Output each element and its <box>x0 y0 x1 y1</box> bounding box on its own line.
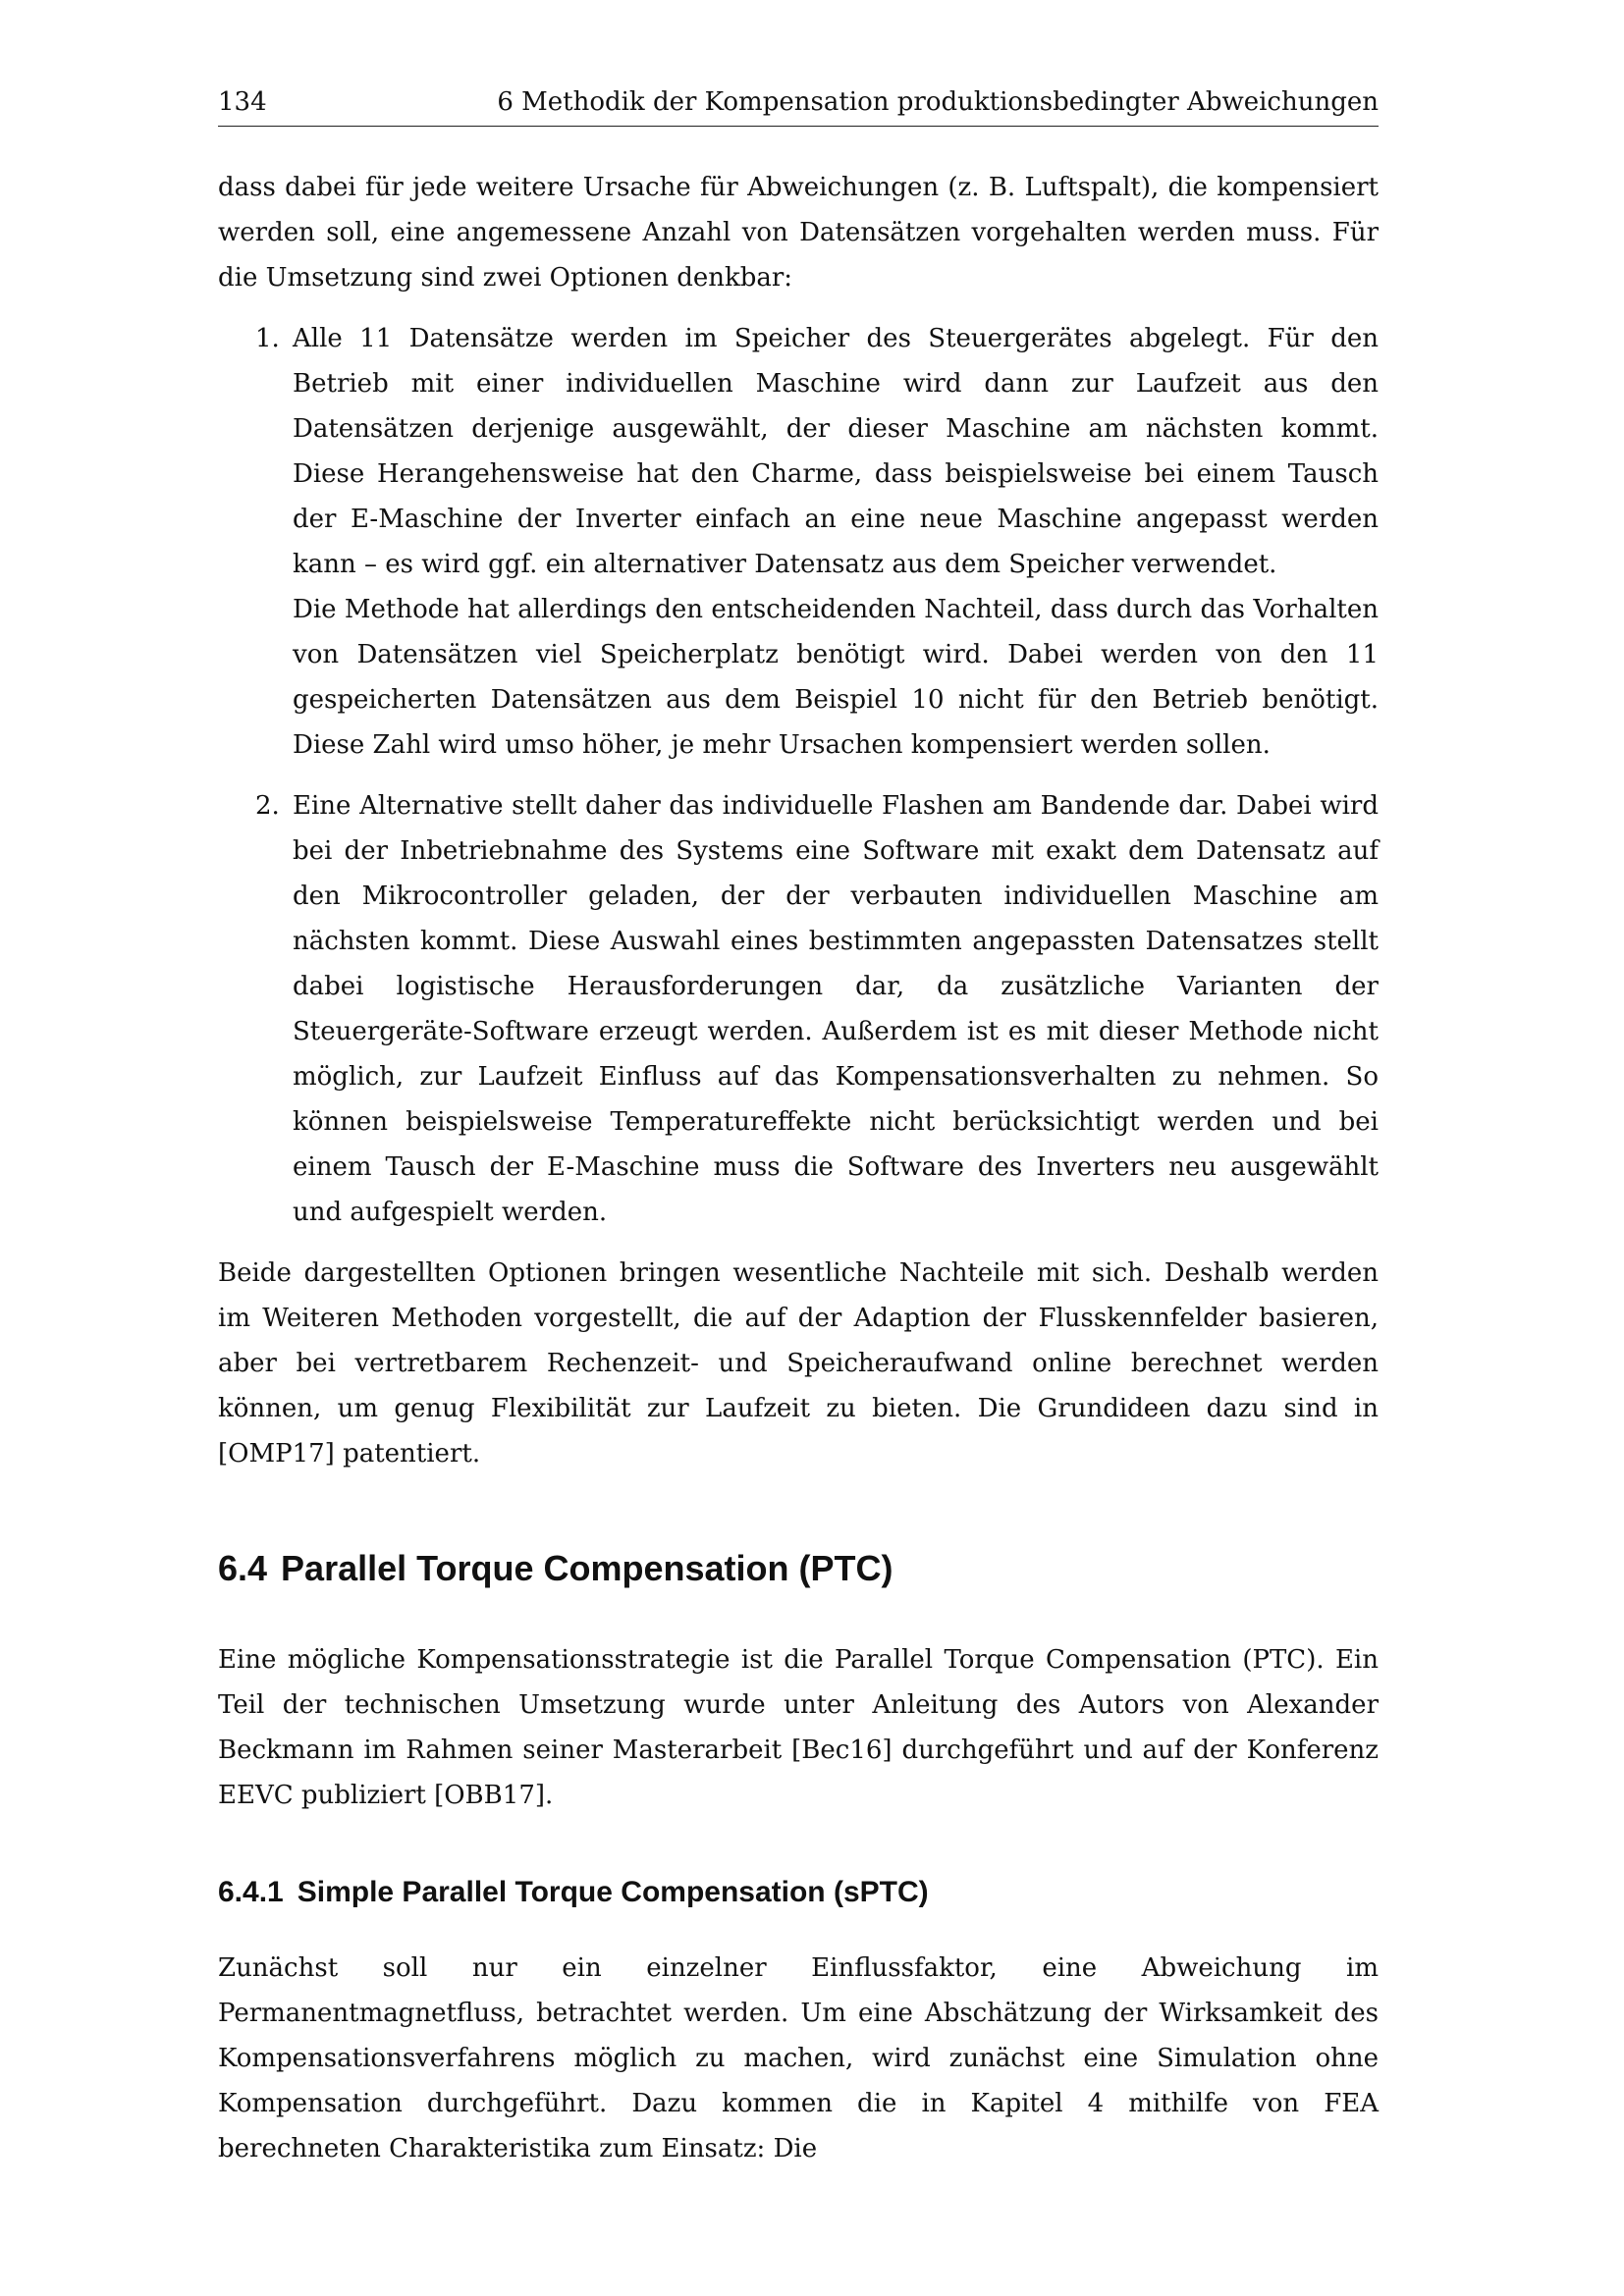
section-paragraph: Eine mögliche Kompensationsstrategie ist die Parallel Torque Compensation (PTC). Ein Teil der technischen Umsetzung wurde unter Anleitung des Autors von Alexander Beckmann im Rahmen seiner Masterarbeit [Bec16] durchgeführt und auf der Konferenz EEVC publiziert [OBB17]. <box>218 1645 1379 1810</box>
subsection-number: 6.4.1 <box>218 1876 284 1908</box>
subsection-paragraph: Zunächst soll nur ein einzelner Einflussfaktor, eine Abweichung im Permanentmagnetfluss, betrachtet werden. Um eine Abschätzung der Wirksamkeit des Kompensationsverfahrens möglich zu machen, wird zunächst eine Simulation ohne Kompensation durchgeführt. Dazu kommen die in Kapitel 4 mithilfe von FEA berechneten Charakteristika zum Einsatz: Die <box>218 1953 1379 2163</box>
document-page <box>218 0 1379 2296</box>
list-item-continuation: Die Methode hat allerdings den entscheidenden Nachteil, dass durch das Vorhalten von Datensätzen viel Speicherplatz benötigt wird. Dabei werden von den 11 gespeicherten Datensätzen aus dem Beispiel 10 nicht für den Betrieb benötigt. Diese Zahl wird umso höher, je mehr Ursachen kompensiert werden sollen. <box>293 595 1379 760</box>
page-number: 134 <box>218 87 267 117</box>
intro-paragraph: dass dabei für jede weitere Ursache für Abweichungen (z. B. Luftspalt), die kompensiert werden soll, eine angemessene Anzahl von Datensätzen vorgehalten werden muss. Für die Umsetzung sind zwei Optionen denkbar: <box>218 173 1379 293</box>
list-item-number: 2. <box>255 791 280 821</box>
summary-paragraph: Beide dargestellten Optionen bringen wesentliche Nachteile mit sich. Deshalb werden im Weiteren Methoden vorgestellt, die auf der Adaption der Flusskennfelder basieren, aber bei vertretbarem Rechenzeit- und Speicheraufwand online berechnet werden können, um genug Flexibilität zur Laufzeit zu bieten. Die Grundideen dazu sind in [OMP17] patentiert. <box>218 1258 1379 1468</box>
list-item <box>255 783 1379 1235</box>
running-header <box>218 82 1379 127</box>
subsection-heading <box>218 1873 1379 1912</box>
body-text <box>218 165 1379 2171</box>
chapter-title: 6 Methodik der Kompensation produktionsbedingter Abweichungen <box>497 87 1379 117</box>
list-item-number: 1. <box>255 324 280 353</box>
subsection-title: Simple Parallel Torque Compensation (sPTC) <box>297 1876 929 1908</box>
list-item <box>255 316 1379 768</box>
section-number: 6.4 <box>218 1548 268 1588</box>
section-heading <box>218 1547 1379 1590</box>
list-item-text: Alle 11 Datensätze werden im Speicher des Steuergerätes abgelegt. Für den Betrieb mit einer individuellen Maschine wird dann zur Laufzeit aus den Datensätzen derjenige ausgewählt, der dieser Maschine am nächsten kommt. Diese Herangehensweise hat den Charme, dass beispielsweise bei einem Tausch der E-Maschine der Inverter einfach an eine neue Maschine angepasst werden kann – es wird ggf. ein alternativer Datensatz aus dem Speicher verwendet. <box>293 324 1379 579</box>
list-item-text: Eine Alternative stellt daher das individuelle Flashen am Bandende dar. Dabei wird bei der Inbetriebnahme des Systems eine Software mit exakt dem Datensatz auf den Mikrocontroller geladen, der der verbauten individuellen Maschine am nächsten kommt. Diese Auswahl eines bestimmten angepassten Datensatzes stellt dabei logistische Herausforderungen dar, da zusätzliche Varianten der Steuergeräte-Software erzeugt werden. Außerdem ist es mit dieser Methode nicht möglich, zur Laufzeit Einfluss auf das Kompensationsverhalten zu nehmen. So können beispielsweise Temperatureffekte nicht berücksichtigt werden und bei einem Tausch der E-Maschine muss die Software des Inverters neu ausgewählt und aufgespielt werden. <box>293 791 1379 1227</box>
section-title: Parallel Torque Compensation (PTC) <box>281 1548 893 1588</box>
options-list <box>218 316 1379 1235</box>
